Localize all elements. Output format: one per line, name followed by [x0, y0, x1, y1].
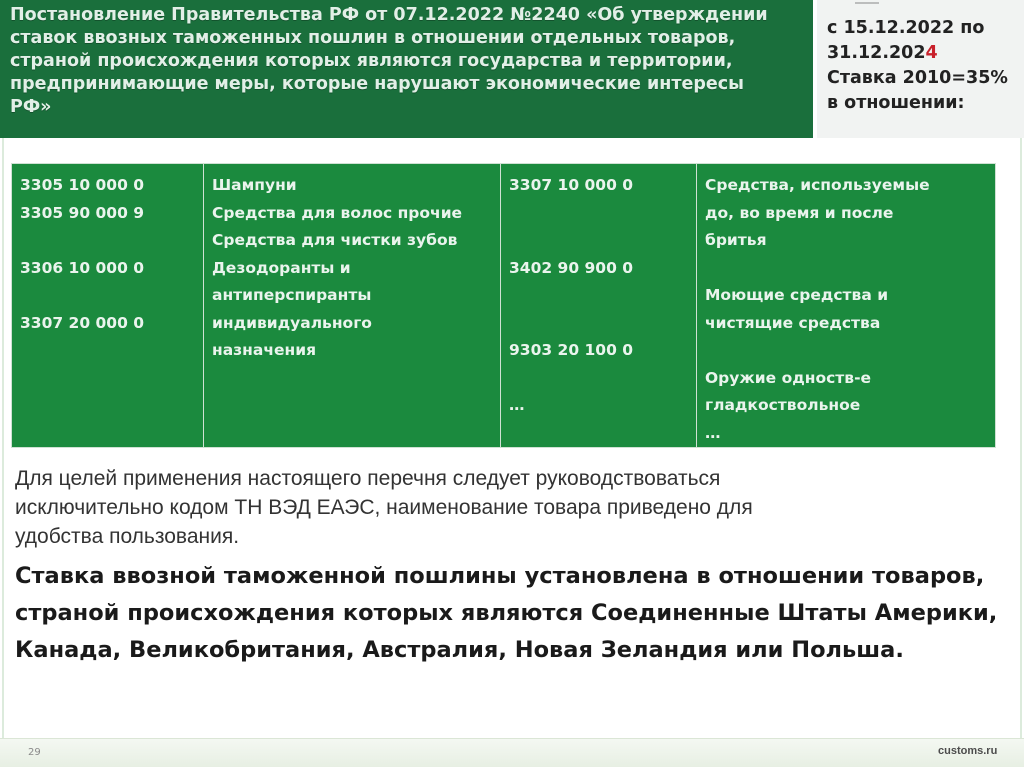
- ellipsis: …: [705, 423, 721, 442]
- goods-name: назначения: [212, 341, 317, 359]
- spacer: [509, 227, 688, 255]
- period-caption: в отношении:: [827, 93, 965, 113]
- goods-table: [11, 163, 996, 448]
- tnved-code: 3402 90 900 0: [509, 258, 634, 277]
- title-line: предпринимающие меры, которые нарушают экономические интересы: [10, 74, 744, 94]
- rate-note-line: Канада, Великобритания, Австралия, Новая Зеландия или Польша.: [15, 637, 904, 663]
- goods-name: Средства для чистки зубов: [212, 231, 458, 249]
- footer-band: [0, 738, 1024, 767]
- goods-name: индивидуального: [212, 313, 372, 332]
- codes-column-1: [12, 164, 204, 448]
- spacer: [509, 282, 688, 310]
- site-logo: customs.ru: [938, 745, 998, 757]
- goods-name: до, во время и после: [705, 203, 894, 222]
- goods-column-2: [697, 164, 996, 448]
- spacer: [705, 255, 987, 283]
- title-line: ставок ввозных таможенных пошлин в отношении отдельных товаров,: [10, 28, 736, 48]
- spacer: [20, 282, 195, 310]
- decorative-dash: [855, 2, 879, 4]
- period-end-highlight: 4: [925, 43, 938, 63]
- goods-name: гладкоствольное: [705, 396, 861, 414]
- rate-note-line: страной происхождения которых являются Соединенные Штаты Америки,: [15, 600, 998, 626]
- rate-countries-note: [15, 558, 1015, 669]
- tnved-code: 9303 20 100 0: [509, 341, 634, 359]
- goods-column-1: [204, 164, 501, 448]
- title-line: страной происхождения которых являются государства и территории,: [10, 51, 733, 71]
- goods-name: Средства, используемые: [705, 176, 930, 194]
- spacer: [20, 227, 195, 255]
- goods-name: бритья: [705, 231, 767, 249]
- goods-name: Оружие одноств-е: [705, 368, 872, 387]
- codes-column-2: [501, 164, 697, 448]
- note-line: исключительно кодом ТН ВЭД ЕАЭС, наименование товара приведено для: [15, 496, 753, 519]
- spacer: [509, 365, 688, 393]
- rate-note-line: Ставка ввозной таможенной пошлины установлена в отношении товаров,: [15, 563, 985, 589]
- tnved-code: 3307 10 000 0: [509, 176, 634, 194]
- goods-name: Моющие средства и: [705, 286, 889, 304]
- spacer: [705, 337, 987, 365]
- goods-name: антиперспиранты: [212, 286, 372, 304]
- period-end: [827, 41, 1017, 66]
- spacer: [509, 200, 688, 228]
- usage-note: [15, 464, 1005, 551]
- title-line: РФ»: [10, 97, 52, 117]
- tnved-code: 3305 10 000 0: [20, 176, 145, 194]
- tnved-code: 3307 20 000 0: [20, 313, 145, 332]
- slide-title: [0, 0, 813, 138]
- period-start: с 15.12.2022 по: [827, 18, 985, 38]
- goods-name: Шампуни: [212, 176, 297, 194]
- note-line: удобства пользования.: [15, 525, 240, 548]
- period-end-main: 31.12.202: [827, 43, 926, 63]
- page-number: 29: [28, 747, 41, 758]
- goods-name: Дезодоранты и: [212, 258, 351, 277]
- period-text: [827, 16, 1017, 116]
- note-line: Для целей применения настоящего перечня следует руководствоваться: [15, 467, 721, 490]
- tnved-code: 3305 90 000 9: [20, 203, 145, 222]
- spacer: [509, 310, 688, 338]
- title-line: Постановление Правительства РФ от 07.12.2022 №2240 «Об утверждении: [10, 5, 768, 25]
- ellipsis: …: [509, 396, 525, 414]
- table-row: [12, 164, 996, 448]
- goods-name: Средства для волос прочие: [212, 203, 463, 222]
- goods-name: чистящие средства: [705, 313, 881, 332]
- tnved-code: 3306 10 000 0: [20, 258, 145, 277]
- rate-value: Ставка 2010=35%: [827, 68, 1008, 88]
